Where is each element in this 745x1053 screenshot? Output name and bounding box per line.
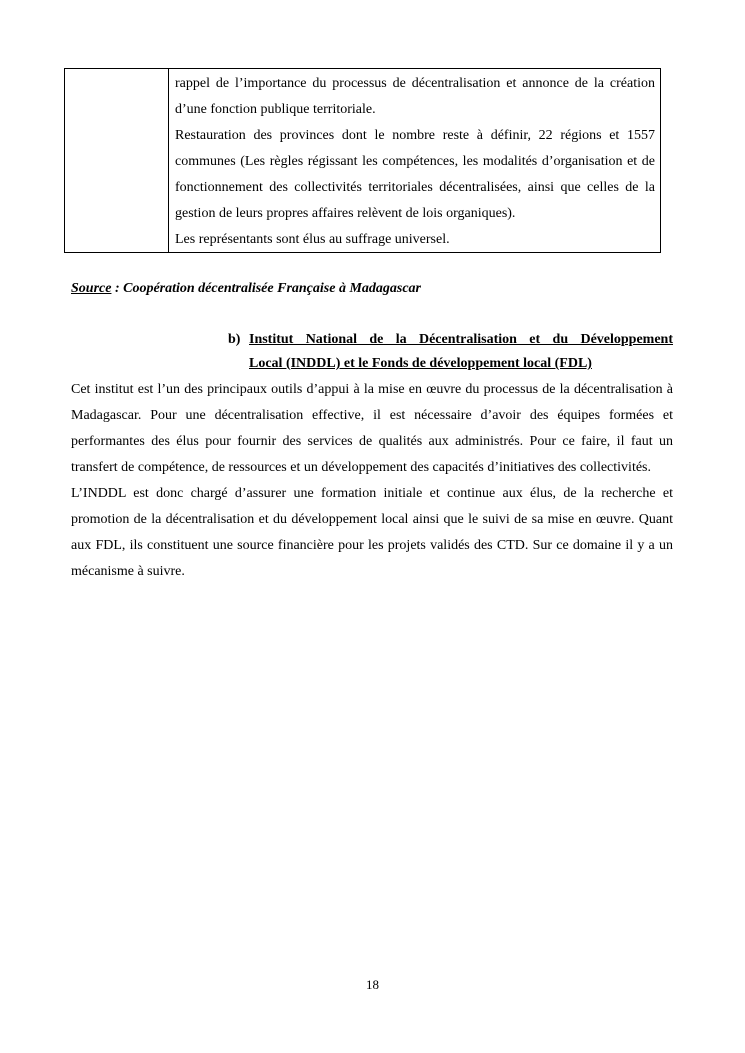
table-right-column	[175, 71, 655, 253]
section-title-line-2: Local (INDDL) et le Fonds de développement local (FDL)	[249, 356, 592, 371]
table-fragment	[64, 68, 661, 253]
table-paragraph: Les représentants sont élus au suffrage universel.	[175, 232, 450, 247]
section-number: b)	[228, 332, 241, 347]
source-text: : Coopération décentralisée Française à Madagascar	[111, 281, 421, 296]
body-paragraph: L’INDDL est donc chargé d’assurer une formation initiale et continue aux élus, de la recherche et promotion de la décentralisation et du développement local ainsi que le suivi de sa mise en œuvre. Quant aux FDL, ils constituent une source financière pour les projets validés des CTD. Sur ce domaine il y a un mécanisme à suivre.	[71, 486, 673, 579]
section-title-line-1: Institut National de la Décentralisation et du Développement	[249, 332, 673, 347]
section-title	[249, 328, 673, 376]
source-label: Source	[71, 281, 112, 296]
table-paragraph: Restauration des provinces dont le nombre reste à définir, 22 régions et 1557 communes (Les règles régissant les compétences, les modalités d’organisation et de fonctionnement des collectivités territoriales décentralisées, ainsi que celles de la gestion de leurs propres affaires relèvent de lois organiques).	[175, 128, 655, 221]
table-paragraph: rappel de l’importance du processus de décentralisation et annonce de la création d’une fonction publique territoriale.	[175, 76, 655, 117]
body-paragraph: Cet institut est l’un des principaux outils d’appui à la mise en œuvre du processus de la décentralisation à Madagascar. Pour une décentralisation effective, il est nécessaire d’avoir des équipes formées et performantes des élus pour fournir des services de qualités aux administrés. Pour ce faire, il faut un transfert de compétence, de ressources et un développement des capacités d’initiatives des collectivités.	[71, 382, 673, 475]
table-left-column	[65, 69, 169, 252]
body-text	[71, 377, 673, 585]
source-citation	[71, 279, 421, 299]
page-number: 18	[366, 977, 379, 992]
section-heading	[228, 328, 673, 376]
